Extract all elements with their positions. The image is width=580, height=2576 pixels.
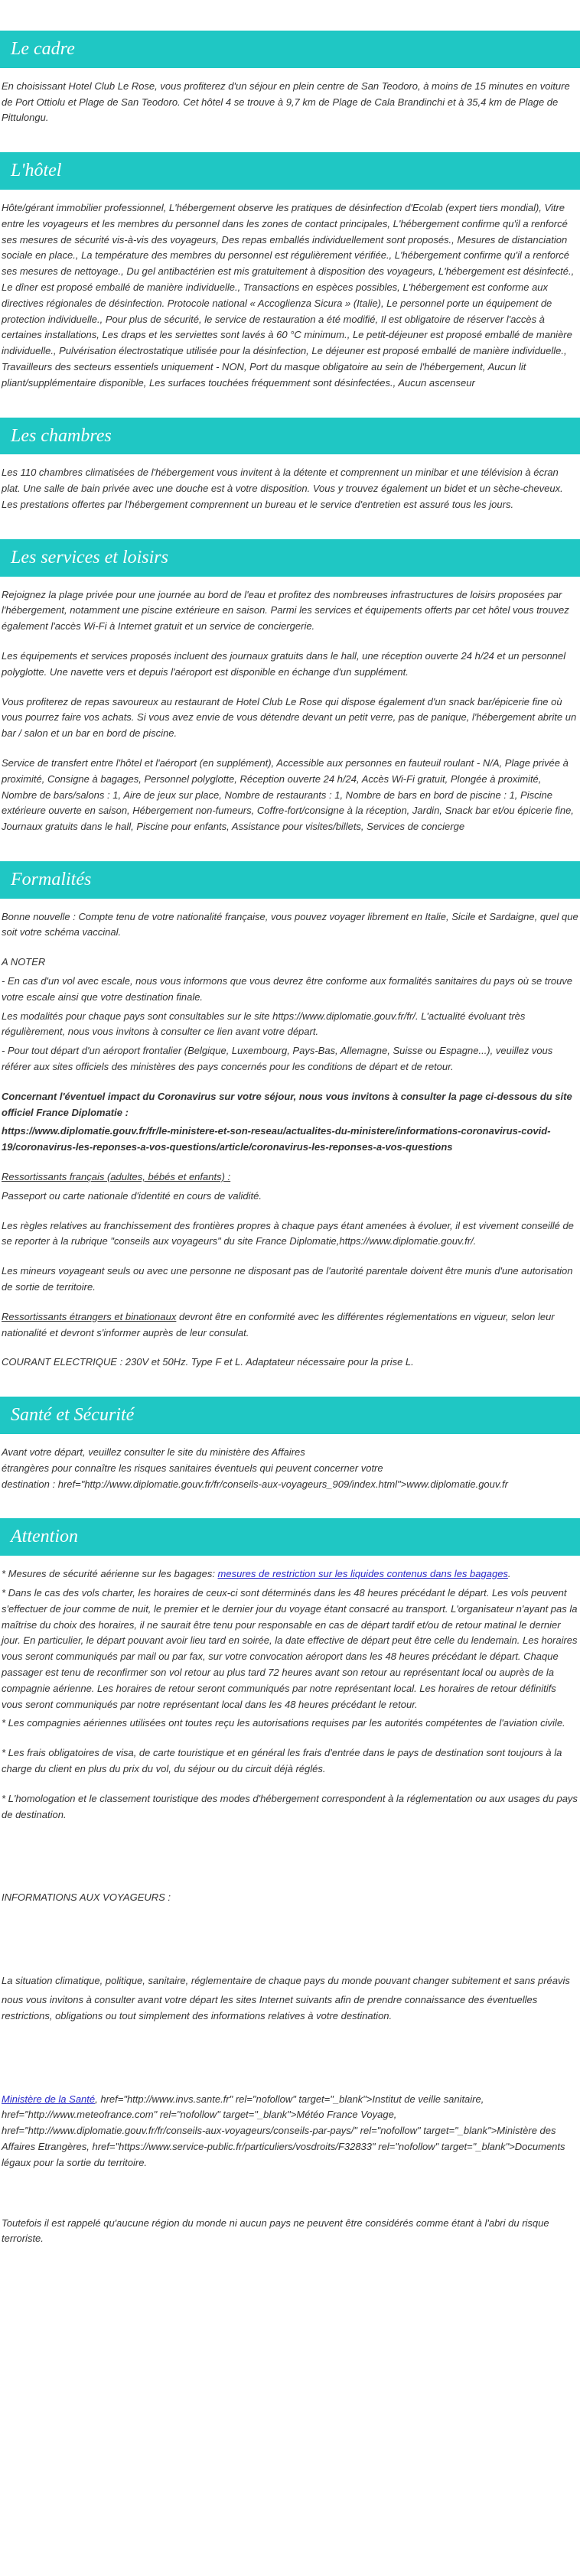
section-attention	[0, 1518, 580, 2247]
situation-text: nous vous invitons à consulter avant votre départ les sites Internet suivants afin de prendre connaissance des éventuelles restrictions, obligations ou tout simplement des informations relatives à votre destination.	[2, 1993, 538, 2021]
section-title: Formalités	[0, 861, 580, 899]
attention-item-prefix: * Mesures de sécurité aérienne sur les bagages:	[2, 1568, 218, 1580]
electric-text: COURANT ELECTRIQUE : 230V et 50Hz. Type F et L. Adaptateur nécessaire pour la prise L.	[2, 1356, 414, 1368]
attention-item-suffix: .	[507, 1568, 511, 1580]
services-text-2: Les équipements et services proposés incluent des journaux gratuits dans le hall, une réception ouverte 24 h/24 et un personnel polyglotte. Une navette vers et depuis l'aéroport est disponible en échange d'un supplément.	[2, 649, 566, 678]
note-item: - Pour tout départ d'un aéroport frontalier (Belgique, Luxembourg, Pays-Bas, Allemagne, Suisse ou Espagne...), veuillez vous référer aux sites officiels des ministères des pays concernés pour les conditions de départ et de retour.	[2, 1045, 553, 1073]
section-title: Santé et Sécurité	[0, 1397, 580, 1434]
section-chambres	[0, 418, 580, 513]
french-nationals-title: Ressortissants français (adultes, bébés et enfants) :	[2, 1171, 231, 1183]
attention-item	[2, 1566, 578, 1582]
border-rules-text: Les règles relatives au franchissement des frontières propres à chaque pays étant amenées à évoluer, il est vivement conseillé de se reporter à la rubrique "conseils aux voyageurs" du site France Diplomatie,https://www.diplomatie.gouv.fr/.	[2, 1219, 574, 1247]
minors-text: Les mineurs voyageant seuls ou avec une personne ne disposant pas de l'autorité parentale doivent être munis d'une autorisation de sortie de territoire.	[2, 1265, 573, 1293]
terror-text: Toutefois il est rappelé qu'aucune région du monde ni aucun pays ne peuvent être considérés comme étant à l'abri du risque terroriste.	[2, 2217, 549, 2245]
section-cadre	[0, 31, 580, 126]
french-nationals-text: Passeport ou carte nationale d'identité en cours de validité.	[2, 1189, 262, 1202]
attention-item: * Les frais obligatoires de visa, de carte touristique et en général les frais d'entrée dans le pays de destination sont toujours à la charge du client en plus du prix du vol, du séjour ou du circuit déjà réglés.	[2, 1747, 562, 1774]
useful-links	[2, 2092, 578, 2171]
services-text-4: Service de transfert entre l'hôtel et l'aéroport (en supplément), Accessible aux personnes en fauteuil roulant - N/A, Plage privée à proximité, Consigne à bagages, Personnel polyglotte, Réception ouverte 24 h/24, Accès Wi-Fi gratuit, Plongée à proximité, Nombre de bars/salons : 1, Aire de jeux sur place, Nombre de restaurants : 1, Nombre de bars en bord de piscine : 1, Piscine extérieure ouverte en saison, Hébergement non-fumeurs, Coffre-fort/consigne à la réception, Jardin, Snack bar et/ou épicerie fine, Journaux gratuits dans le hall, Piscine pour enfants, Assistance pour visites/billets, Services de concierge	[2, 756, 574, 833]
attention-item: * Dans le cas des vols charter, les horaires de ceux-ci sont déterminés dans les 48 heures précédant le départ. Les vols peuvent s'effectuer de jour comme de nuit, le premier et le dernier jour du voyage étant consacré au transport. L'organisateur n'ayant pas la maîtrise du choix des horaires, il ne saurait être tenu pour responsable en cas de départ tardif et/ou de retour matinal le dernier jour. En particulier, le départ pouvant avoir lieu tard en soirée, la date effective de départ peut être celle du lendemain. Les horaires vous seront communiqués par mail ou par fax, sur votre convocation aéroport dans les 48 heures précédant le départ. Chaque passager est tenu de reconfirmer son vol retour au plus tard 72 heures avant son retour au représentant local ou auprès de la compagnie aérienne. Les horaires de retour seront communiqués par notre représentant local. Les horaires de retour définitifs vous seront communiqués par notre représentant local dans les 48 heures précédant le retour.	[2, 1587, 578, 1710]
situation-text: La situation climatique, politique, sanitaire, réglementaire de chaque pays du monde pouvant changer subitement et sans préavis	[2, 1975, 570, 1987]
note-item: Les modalités pour chaque pays sont consultables sur le site https://www.diplomatie.gouv.fr/fr/. L'actualité évoluant très régulièrement, nous vous invitons à consulter ce lien avant votre départ.	[2, 1010, 526, 1038]
formalites-intro: Bonne nouvelle : Compte tenu de votre nationalité française, vous pouvez voyager librement en Italie, Sicile et Sardaigne, quel que soit votre schéma vaccinal.	[2, 910, 578, 938]
note-item: - En cas d'un vol avec escale, nous vous informons que vous devrez être conforme aux formalités sanitaires du pays où se trouve votre escale ainsi que votre destination finale.	[2, 975, 573, 1003]
foreign-nationals-title: Ressortissants étrangers et binationaux	[2, 1310, 177, 1322]
covid-link[interactable]: https://www.diplomatie.gouv.fr/fr/le-ministere-et-son-reseau/actualites-du-ministere/informations-coronavirus-covid-19/coronavirus-les-reponses-a-vos-questions/article/coronavirus-les-reponses-a-vos-questions	[2, 1125, 551, 1153]
section-title: Attention	[0, 1518, 580, 1556]
health-ministry-link[interactable]: Ministère de la Santé	[2, 2093, 96, 2105]
section-title: Les services et loisirs	[0, 539, 580, 577]
section-sante	[0, 1397, 580, 1492]
section-formalites	[0, 861, 580, 1371]
sante-line: étrangères pour connaître les risques sanitaires éventuels qui peuvent concerner votre	[2, 1462, 383, 1474]
sante-text	[2, 1445, 578, 1492]
chambres-text: Les 110 chambres climatisées de l'hébergement vous invitent à la détente et comprennent un minibar et une télévision à écran plat. Une salle de bain privée avec une douche est à votre disposition. Vous y trouvez également un bidet et un sèche-cheveux. Les prestations offertes par l'hébergement comprennent un bureau et le service d'entretien est assuré tous les jours.	[2, 467, 563, 510]
foreign-nationals-text: devront être en conformité avec les différentes réglementations en vigueur, selon leur nationalité et devront s'informer auprès de leur consulat.	[2, 1310, 555, 1338]
attention-item: * Les compagnies aériennes utilisées ont toutes reçu les autorisations requises par les autorités compétentes de l'aviation civile.	[2, 1717, 565, 1729]
note-title: A NOTER	[2, 956, 46, 968]
foreign-nationals	[2, 1309, 578, 1342]
covid-title: Concernant l'éventuel impact du Coronavirus sur votre séjour, nous vous invitons à consulter la page ci-dessous du site officiel France Diplomatie :	[2, 1090, 572, 1118]
services-text-1: Rejoignez la plage privée pour une journée au bord de l'eau et profitez des nombreuses infrastructures de loisirs proposées par l'hébergement, notamment une piscine extérieure en saison. Parmi les services et équipements offerts par cet hôtel vous trouvez également l'accès Wi-Fi à Internet gratuit et un service de conciergerie.	[2, 588, 569, 633]
cadre-text: En choisissant Hotel Club Le Rose, vous profiterez d'un séjour en plein centre de San Teodoro, à moins de 15 minutes en voiture de Port Ottiolu et Plage de San Teodoro. Cet hôtel 4 se trouve à 9,7 km de Plage de Cala Brandinchi et à 35,4 km de Plage de Pittulongu.	[2, 80, 570, 124]
services-text-3: Vous profiterez de repas savoureux au restaurant de Hotel Club Le Rose qui dispose également d'un snack bar/épicerie fine où vous pourrez faire vos achats. Si vous avez envie de vous détendre devant un petit verre, pas de panique, l'hébergement abrite un bar / salon et un bar en bord de piscine.	[2, 695, 577, 740]
hotel-text: Hôte/gérant immobilier professionnel, L'hébergement observe les pratiques de désinfection d'Ecolab (expert tiers mondial), Vitre entre les voyageurs et les membres du personnel dans les zones de contact principales, L'hébergement confirme qu'il a renforcé ses mesures de sécurité vis-à-vis des voyageurs, Des repas emballés individuellement sont proposés., Mesures de distanciation sociale en place., La température des membres du personnel est régulièrement vérifiée., L'hébergement confirme qu'il a renforcé ses mesures de nettoyage., Du gel antibactérien est mis gratuitement à disposition des voyageurs, L'hébergement est désinfecté., Le dîner est proposé emballé de manière individuelle., Transactions en espèces possibles, L'hébergement est conforme aux directives régionales de désinfection. Protocole national « Accoglienza Sicura » (Italie), Le personnel porte un équipement de protection individuelle., Pour plus de sécurité, le service de restauration a été modifié, Il est obligatoire de réserver l'accès à certaines installations, Les draps et les serviettes sont lavés à 60 °C minimum., Le petit-déjeuner est proposé emballé de manière individuelle., Pulvérisation électrostatique utilisée pour la désinfection, Le déjeuner est proposé emballé de manière individuelle., Travailleurs des secteurs essentiels uniquement - NON, Port du masque obligatoire au sein de l'hébergement, Aucun lit pliant/supplémentaire disponible, Les surfaces touchées fréquemment sont désinfectées., Aucun ascenseur	[2, 201, 575, 389]
attention-item: * L'homologation et le classement touristique des modes d'hébergement correspondent à la réglementation ou aux usages du pays de destination.	[2, 1792, 578, 1820]
section-services	[0, 539, 580, 835]
section-title: L'hôtel	[0, 152, 580, 190]
liquids-restriction-link[interactable]: mesures de restriction sur les liquides contenus dans les bagages	[217, 1568, 508, 1580]
section-title: Le cadre	[0, 31, 580, 68]
section-title: Les chambres	[0, 418, 580, 455]
info-title: INFORMATIONS AUX VOYAGEURS :	[2, 1891, 171, 1904]
sante-line: destination : href="http://www.diplomatie.gouv.fr/fr/conseils-aux-voyageurs_909/index.html">www.diplomatie.gouv.fr	[2, 1478, 508, 1490]
useful-links-text: , href="http://www.invs.sante.fr" rel="nofollow" target="_blank">Institut de veille sanitaire, href="http://www.meteofrance.com" rel="nofollow" target="_blank">Météo France Voyage, href="http://www.diplomatie.gouv.fr/fr/conseils-aux-voyageurs/conseils-par-pays/" rel="nofollow" target="_blank">Ministère des Affaires Etrangères, href="https://www.service-public.fr/particuliers/vosdroits/F32833" rel="nofollow" target="_blank">Documents légaux pour la sortie du territoire.	[2, 2093, 565, 2168]
section-hotel	[0, 152, 580, 391]
sante-line: Avant votre départ, veuillez consulter le site du ministère des Affaires	[2, 1446, 305, 1459]
